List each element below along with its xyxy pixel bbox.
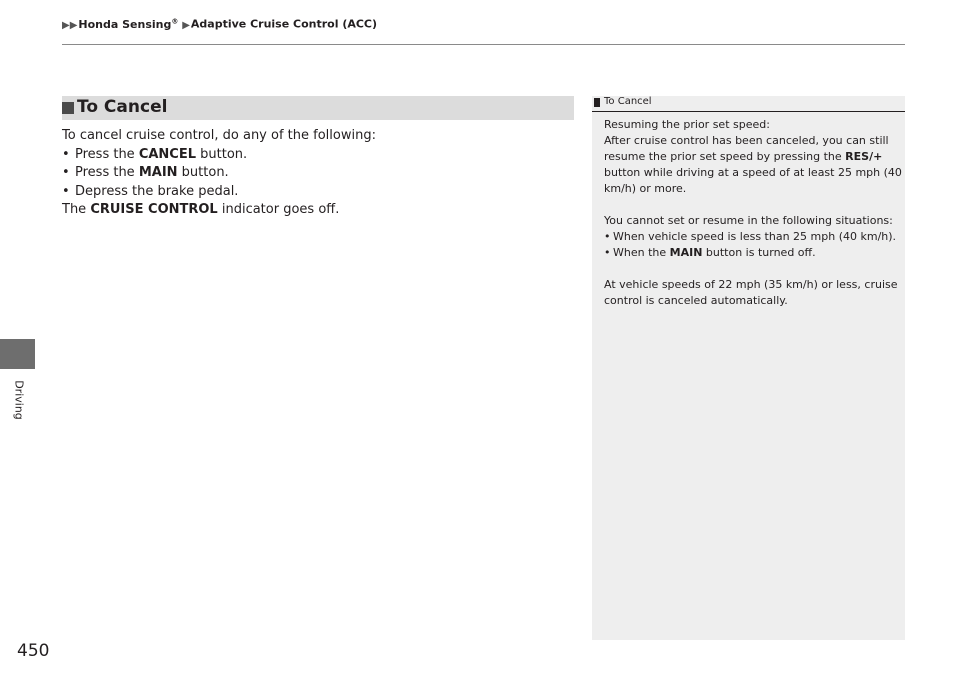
cancel-method-list [62, 146, 574, 202]
bullet-icon: • [604, 230, 611, 243]
note-paragraph: You cannot set or resume in the following situations: [604, 214, 893, 227]
list-item: • Press the MAIN button. [62, 164, 574, 183]
note-paragraph: After cruise control has been canceled, you can still resume the prior set speed by pressing the RES/+ button while driving at a speed of at least 25 mph (40 km/h) or more. [604, 134, 902, 195]
note-bullet: • When vehicle speed is less than 25 mph (40 km/h). [604, 230, 897, 243]
square-bullet-icon [62, 102, 74, 114]
outro-text: The CRUISE CONTROL indicator goes off. [62, 202, 340, 217]
side-note-title: To Cancel [604, 96, 652, 107]
side-note-body [604, 117, 902, 309]
section-body [62, 127, 574, 220]
breadcrumb-item-acc[interactable]: Adaptive Cruise Control (ACC) [190, 17, 378, 31]
note-reference-icon [594, 98, 600, 107]
header-divider [62, 44, 905, 45]
bullet-icon: • [604, 246, 611, 259]
bullet-icon: • [62, 183, 70, 199]
triangle-right-icon: ▶ [182, 19, 190, 31]
page-number: 450 [17, 641, 50, 661]
list-item: • Depress the brake pedal. [62, 183, 574, 202]
note-heading: Resuming the prior set speed: [604, 118, 770, 131]
chapter-label: Driving [12, 380, 26, 420]
section-title: To Cancel [77, 97, 168, 117]
breadcrumb [62, 17, 377, 31]
note-paragraph: At vehicle speeds of 22 mph (35 km/h) or less, cruise control is canceled automatically. [604, 278, 898, 307]
section-header [62, 96, 574, 120]
bullet-icon: • [62, 165, 70, 180]
bullet-icon: • [62, 146, 70, 162]
side-note-header [592, 96, 905, 112]
triangle-right-icon: ▶▶ [62, 19, 78, 31]
chapter-tab-marker [0, 339, 35, 369]
side-note-panel [592, 96, 905, 640]
note-bullet: • When the MAIN button is turned off. [604, 246, 816, 259]
intro-text: To cancel cruise control, do any of the following: [62, 128, 376, 143]
list-item: • Press the CANCEL button. [62, 146, 574, 165]
breadcrumb-item-honda-sensing[interactable]: Honda Sensing® [78, 17, 179, 31]
